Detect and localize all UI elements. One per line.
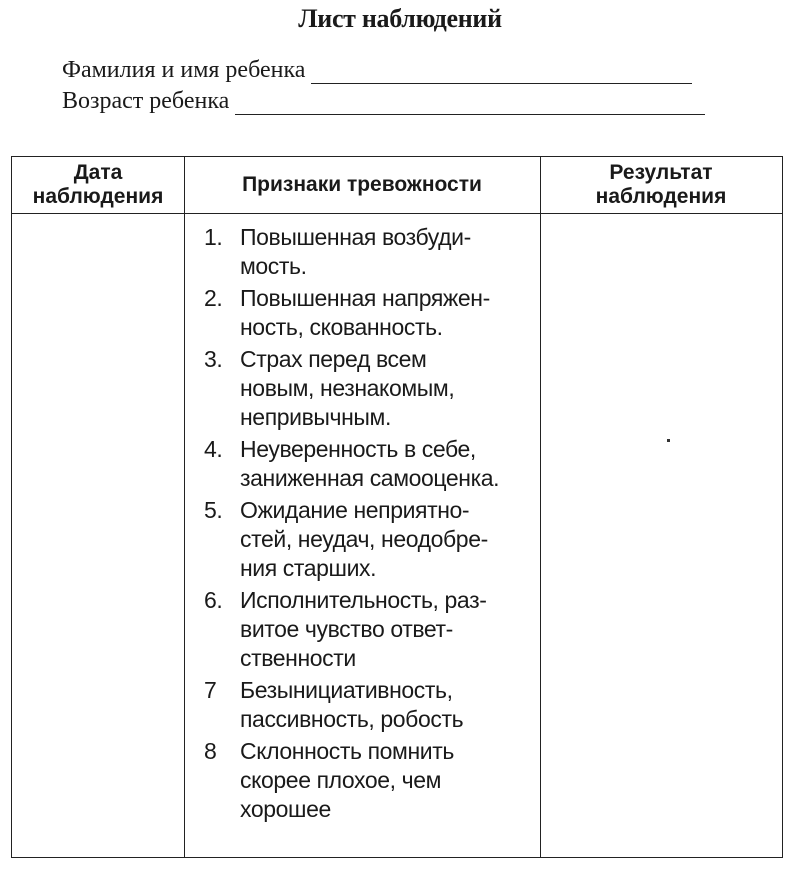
column-header-signs — [184, 157, 540, 213]
list-item — [204, 345, 534, 432]
item-number: 1. — [204, 224, 223, 250]
column-header-date-line: Дата — [73, 161, 123, 184]
item-number: 5. — [204, 497, 223, 523]
list-item — [204, 737, 534, 824]
child-name-blank[interactable] — [311, 61, 692, 84]
item-text-line: новым, незнакомым, — [240, 375, 455, 401]
item-text-line: пассивность, робость — [240, 706, 464, 732]
item-text-line: ность, скованность. — [240, 314, 443, 340]
anxiety-signs-list — [204, 223, 534, 827]
table-divider — [184, 157, 185, 857]
column-header-signs-label: Признаки тревожности — [242, 173, 482, 196]
item-text-line: непривычным. — [240, 404, 391, 430]
list-item — [204, 586, 534, 673]
column-header-result-line: наблюдения — [595, 185, 727, 208]
item-number: 7 — [204, 677, 217, 703]
child-name-field — [62, 57, 692, 84]
scan-dot — [667, 439, 670, 442]
observation-table — [11, 156, 783, 858]
item-number: 8 — [204, 738, 217, 764]
item-number: 4. — [204, 436, 223, 462]
page-title: Лист наблюдений — [298, 4, 502, 33]
item-number: 2. — [204, 285, 223, 311]
item-text-line: заниженная самооценка. — [240, 465, 500, 491]
item-text-line: Ожидание неприятно- — [240, 497, 470, 523]
item-text-line: Исполнительность, раз- — [240, 587, 487, 613]
item-text-line: стей, неудач, неодобре- — [240, 526, 488, 552]
item-text-line: Повышенная возбуди- — [240, 224, 471, 250]
item-text-line: витое чувство ответ- — [240, 616, 453, 642]
child-age-blank[interactable] — [235, 92, 705, 115]
child-age-label: Возраст ребенка — [62, 88, 230, 114]
column-header-date-line: наблюдения — [32, 185, 164, 208]
list-item — [204, 496, 534, 583]
list-item — [204, 284, 534, 342]
item-text-line: Повышенная напряжен- — [240, 285, 490, 311]
item-text-line: Неуверенность в себе, — [240, 436, 476, 462]
column-header-result-line: Результат — [609, 161, 713, 184]
table-header-divider — [12, 213, 782, 214]
item-text-line: хорошее — [240, 796, 331, 822]
list-item — [204, 676, 534, 734]
child-name-label: Фамилия и имя ребенка — [62, 57, 306, 83]
item-number: 6. — [204, 587, 223, 613]
table-divider — [540, 157, 541, 857]
item-text-line: ния старших. — [240, 555, 377, 581]
item-text-line: Безынициативность, — [240, 677, 453, 703]
child-age-field — [62, 88, 705, 115]
item-text-line: ственности — [240, 645, 356, 671]
column-header-result — [540, 157, 782, 213]
item-text-line: Страх перед всем — [240, 346, 427, 372]
item-text-line: мость. — [240, 253, 307, 279]
list-item — [204, 435, 534, 493]
item-number: 3. — [204, 346, 223, 372]
list-item — [204, 223, 534, 281]
column-header-date — [12, 157, 184, 213]
item-text-line: Склонность помнить — [240, 738, 454, 764]
item-text-line: скорее плохое, чем — [240, 767, 442, 793]
